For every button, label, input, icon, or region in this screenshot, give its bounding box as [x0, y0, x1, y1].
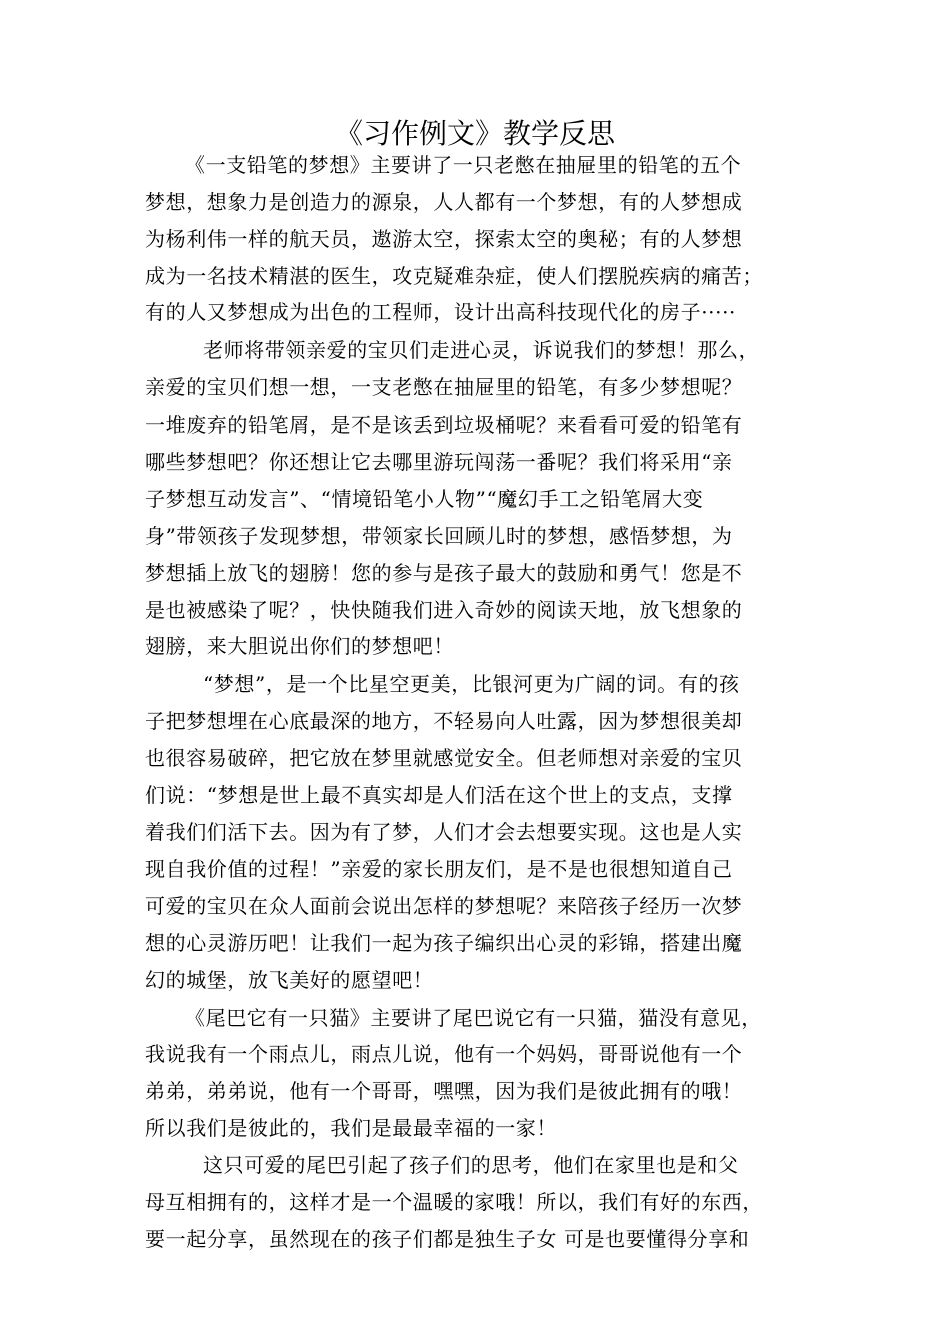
text-line: 《尾巴它有一只猫》主要讲了尾巴说它有一只猫，猫没有意见， — [185, 1006, 762, 1030]
text-line: 着我们们活下去。因为有了梦，人们才会去想要实现。这也是人实 — [145, 820, 743, 844]
text-line: 子梦想互动发言”、“情境铅笔小人物”“魔幻手工之铅笔屑大变 — [145, 487, 704, 511]
text-line: 弟弟，弟弟说，他有一个哥哥，嘿嘿，因为我们是彼此拥有的哦！ — [145, 1079, 743, 1103]
text-line: 要一起分享，虽然现在的孩子们都是独生子女 可是也要懂得分享和 — [145, 1227, 750, 1251]
text-line: 身”带领孩子发现梦想，带领家长回顾儿时的梦想，感悟梦想，为 — [145, 524, 733, 548]
text-line: 子把梦想埋在心底最深的地方，不轻易向人吐露，因为梦想很美却 — [145, 709, 743, 733]
text-line: 这只可爱的尾巴引起了孩子们的思考，他们在家里也是和父 — [203, 1153, 739, 1177]
text-line: 想的心灵游历吧！让我们一起为孩子编织出心灵的彩锦，搭建出魔 — [145, 931, 743, 955]
text-line: 翅膀，来大胆说出你们的梦想吧！ — [145, 634, 454, 658]
text-line: “梦想”，是一个比星空更美，比银河更为广阔的词。有的孩 — [203, 672, 740, 696]
text-line: 梦想插上放飞的翅膀！您的参与是孩子最大的鼓励和勇气！您是不 — [145, 561, 743, 585]
text-line: 所以我们是彼此的，我们是最最幸福的一家！ — [145, 1116, 557, 1140]
text-line: 成为一名技术精湛的医生，攻克疑难杂症，使人们摆脱疾病的痛苦； — [145, 264, 763, 288]
text-line: 《一支铅笔的梦想》主要讲了一只老憋在抽屉里的铅笔的五个 — [185, 153, 742, 177]
text-line: 老师将带领亲爱的宝贝们走进心灵，诉说我们的梦想！那么， — [203, 338, 760, 362]
text-line: 为杨利伟一样的航天员，遨游太空，探索太空的奥秘；有的人梦想 — [145, 227, 743, 251]
text-line: 可爱的宝贝在众人面前会说出怎样的梦想呢？来陪孩子经历一次梦 — [145, 894, 743, 918]
text-line: 幻的城堡，放飞美好的愿望吧！ — [145, 968, 434, 992]
text-line: 是也被感染了呢？，快快随我们进入奇妙的阅读天地，放飞想象的 — [145, 598, 743, 622]
document-title: 《习作例文》教学反思 — [334, 117, 615, 150]
text-line: 母互相拥有的，这样才是一个温暖的家哦！所以，我们有好的东西， — [145, 1190, 763, 1214]
text-line: 我说我有一个雨点儿，雨点儿说，他有一个妈妈，哥哥说他有一个 — [145, 1042, 743, 1066]
text-line: 有的人又梦想成为出色的工程师，设计出高科技现代化的房子····· — [145, 300, 736, 324]
text-line: 也很容易破碎，把它放在梦里就感觉安全。但老师想对亲爱的宝贝 — [145, 746, 743, 770]
text-line: 一堆废弃的铅笔屑，是不是该丢到垃圾桶呢？来看看可爱的铅笔有 — [145, 413, 743, 437]
text-line: 梦想，想象力是创造力的源泉，人人都有一个梦想，有的人梦想成 — [145, 190, 743, 214]
text-line: 现自我价值的过程！”亲爱的家长朋友们，是不是也很想知道自己 — [145, 857, 733, 881]
text-line: 们说：“梦想是世上最不真实却是人们活在这个世上的支点，支撑 — [145, 783, 733, 807]
text-line: 亲爱的宝贝们想一想，一支老憋在抽屉里的铅笔，有多少梦想呢？ — [145, 375, 743, 399]
text-line: 哪些梦想吧？你还想让它去哪里游玩闯荡一番呢？我们将采用“亲 — [145, 450, 733, 474]
